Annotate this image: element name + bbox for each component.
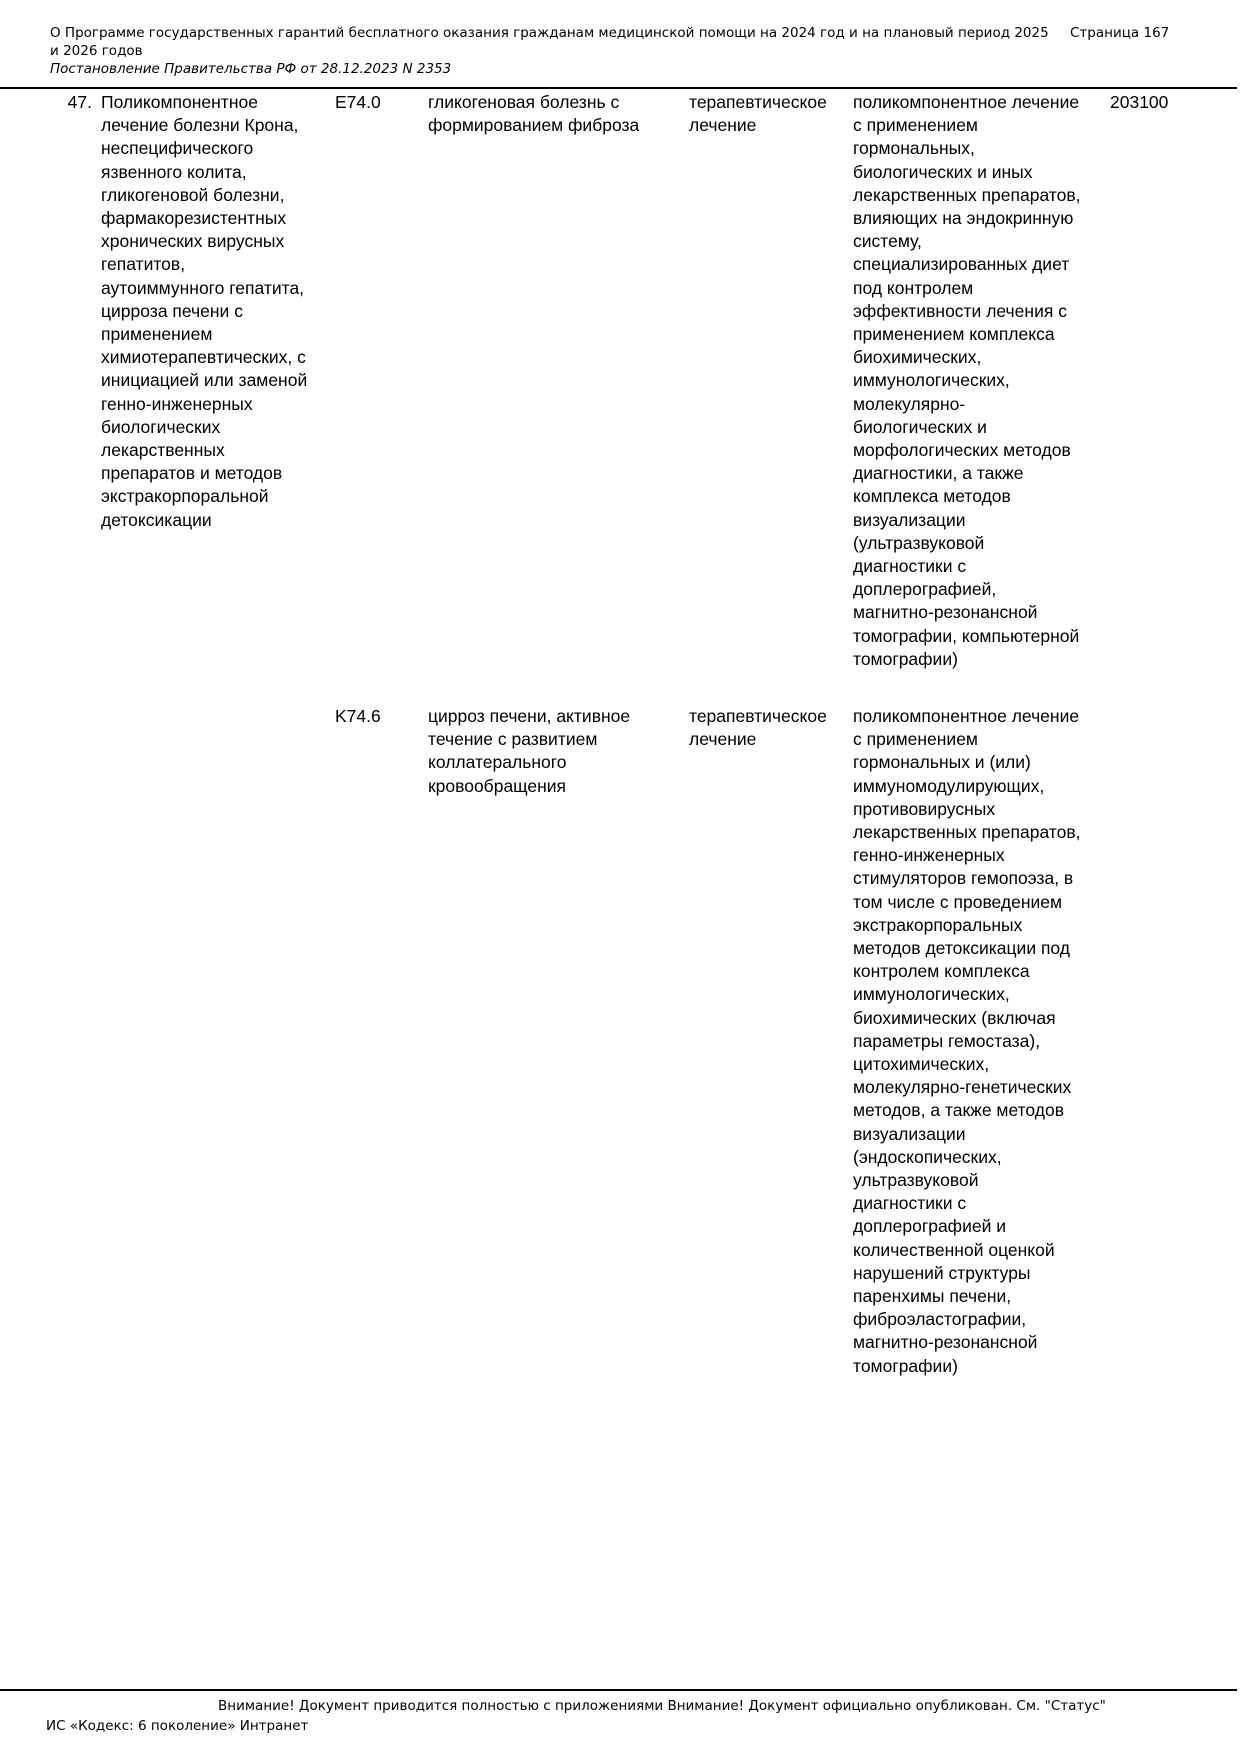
decree-reference: Постановление Правительства РФ от 28.12.2023 N 2353 bbox=[50, 61, 452, 77]
diagnosis: гликогеновая болезнь с формированием фиброза bbox=[428, 92, 640, 136]
icd-code: E74.0 bbox=[335, 92, 381, 112]
diagnosis: цирроз печени, активное течение с развитием коллатерального кровообращения bbox=[428, 706, 631, 796]
page-number: Страница 167 bbox=[1070, 25, 1170, 41]
page-header bbox=[50, 24, 1050, 78]
footer-divider bbox=[0, 1689, 1237, 1691]
document-title: О Программе государственных гарантий бесплатного оказания гражданам медицинской помощи на 2024 год и на плановый период 2025 и 2026 годов bbox=[50, 25, 1049, 59]
header-divider bbox=[0, 87, 1237, 89]
treatment-name: Поликомпонентное лечение болезни Крона, неспецифического язвенного колита, гликогеновой болезни, фармакорезистентных хронических вирусных гепатитов, аутоиммунного гепатита, цирроза печени с применением химиотерапевтических, с инициацией или заменой генно-инженерных биологических лекарственных препаратов и методов экстракорпоральной детоксикации bbox=[101, 92, 308, 530]
treatment-method: поликомпонентное лечение с применением гормональных, биологических и иных лекарственных препаратов, влияющих на эндокринную систему, специализированных диет под контролем эффективности лечения с применением комплекса биохимических, иммунологических, молекулярно- биологических и морфологических методов диагностики, а также комплекса методов визуализации (ультразвуковой диагностики с доплерографией, магнитно-резонансной томографии, компьютерной томографии) bbox=[853, 92, 1081, 669]
treatment-method: поликомпонентное лечение с применением гормональных и (или) иммуномодулирующих, противовирусных лекарственных препаратов, генно-инженерных стимуляторов гемопоэза, в том числе с проведением экстракорпоральных методов детоксикации под контролем комплекса иммунологических, биохимических (включая параметры гемостаза), цитохимических, молекулярно-генетических методов, а также методов визуализации (эндоскопических, ультразвуковой диагностики с доплерографией и количественной оценкой нарушений структуры паренхимы печени, фиброэластографии, магнитно-резонансной томографии) bbox=[853, 706, 1081, 1376]
row-number: 47. bbox=[67, 92, 92, 112]
footer-system: ИС «Кодекс: 6 поколение» Интранет bbox=[46, 1718, 309, 1734]
treatment-type: терапевтическое лечение bbox=[689, 92, 827, 136]
treatment-type: терапевтическое лечение bbox=[689, 706, 827, 750]
footer-notice: Внимание! Документ приводится полностью с приложениями Внимание! Документ официально опубликован. См. "Статус" bbox=[218, 1698, 1106, 1714]
icd-code: K74.6 bbox=[335, 706, 381, 726]
price: 203100 bbox=[1110, 92, 1169, 112]
